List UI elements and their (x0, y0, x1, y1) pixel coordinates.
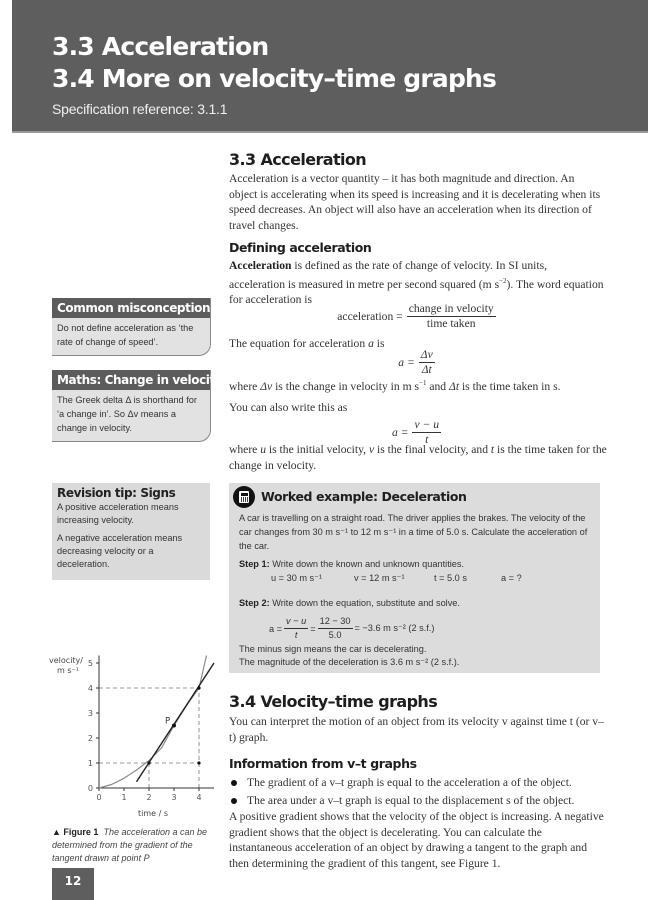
common-misconception-box (52, 298, 211, 356)
common-misconception-body: Do not define acceleration as ‘the rate of change of speed’. (57, 323, 194, 347)
section-3-4-heading: 3.4 Velocity–time graphs (229, 692, 438, 711)
calculator-icon (233, 486, 255, 508)
gradient-paragraph: A positive gradient shows that the velocity of the object is increasing. A negative gradient shows that the object is decelerating. You can calculate the instantaneous acceleration of an object by drawing a tangent to the graph and then determining the gradient of this tangent, see Figure 1. (229, 810, 604, 870)
page-number: 12 (52, 868, 94, 900)
known-u: u = 30 m s⁻¹ (271, 573, 323, 583)
worked-example-conclusion1: The minus sign means the car is decelerating. (239, 644, 427, 654)
y-tick-label: 0 (87, 784, 93, 793)
worked-example-conclusion2: The magnitude of the deceleration is 3.6 m s⁻² (2 s.f.). (239, 657, 460, 667)
marked-point (197, 686, 200, 689)
known-v: v = 12 m s⁻¹ (354, 573, 405, 583)
equation-a-v-u: a = $\frac{v - u}{t}$ (391, 418, 440, 446)
defining-acceleration-text: Acceleration is defined as the rate of change of velocity. In SI units, acceleration is measured in metre per second squared (m $s^{-2}$). The word equation for acceleration is (229, 259, 604, 306)
information-from-vt-graphs-heading: Information from v–t graphs (229, 756, 417, 771)
figure-caption: ▲ Figure 1 The acceleration a can be determined from the gradient of the tangent drawn at point P (52, 827, 208, 863)
y-tick-label: 2 (87, 734, 93, 743)
common-misconception-heading: Common misconception (52, 298, 210, 318)
point-p (172, 724, 176, 728)
worked-example-title: Worked example: Deceleration (261, 489, 467, 504)
chapter-title-line2: 3.4 More on velocity–time graphs (52, 64, 497, 93)
equation-intro: The equation for acceleration a is (229, 337, 385, 350)
section-3-4-intro: You can interpret the motion of an object from its velocity v against time t (or v–t) graph. (229, 715, 604, 744)
known-t: t = 5.0 s (434, 573, 467, 583)
worked-example-calculation: a = $\frac{v - u}{t}$ = $\frac{12 - 30}{5.0}$ = −3.6 m s⁻² (2 s.f.) (269, 616, 435, 640)
worked-example-box (229, 483, 600, 673)
y-tick-label: 4 (87, 684, 93, 693)
x-tick-label: 3 (171, 793, 177, 802)
unknown-a: a = ? (501, 573, 522, 583)
delta-definition: where Δv is the change in velocity in m $s^{-1}$ and Δt is the time taken in s. (229, 379, 561, 393)
word-equation-fraction: $\frac{\text{change in velocity}}{\text{time taken}}$ (408, 302, 494, 330)
y-axis-unit: m s⁻¹ (57, 666, 79, 675)
maths-box-body: The Greek delta Δ is shorthand for ‘a change in’. So Δv means a change in velocity. (57, 395, 197, 433)
x-axis-label: time / s (137, 809, 169, 818)
chapter-header (12, 0, 648, 133)
specification-reference: Specification reference: 3.1.1 (52, 101, 228, 117)
also-write-text: You can also write this as (229, 401, 348, 414)
worked-example-step1: Step 1: Write down the known and unknown quantities. (239, 559, 465, 569)
vt-graph-facts-list (229, 774, 609, 810)
worked-example-step2: Step 2: Write down the equation, substitute and solve. (239, 598, 460, 608)
x-tick-label: 2 (146, 793, 152, 802)
y-tick-label: 1 (87, 759, 93, 768)
variables-definition: where u is the initial velocity, v is the final velocity, and t is the time taken for the change in velocity. (229, 443, 607, 472)
point-p-label: P (165, 716, 171, 727)
list-item: The area under a v–t graph is equal to the displacement s of the object. (229, 792, 609, 810)
acceleration-term: Acceleration (229, 259, 292, 272)
velocity-time-graph (40, 645, 220, 820)
y-tick-label: 5 (87, 659, 93, 668)
x-tick-label: 4 (196, 793, 202, 802)
revision-tip-box (52, 483, 210, 580)
chapter-title-line1: 3.3 Acceleration (52, 32, 269, 61)
maths-box-heading: Maths: Change in velocity (52, 370, 210, 390)
section-3-3-intro: Acceleration is a vector quantity – it has both magnitude and direction. An object is accelerating when its speed is increasing and it is decelerating when its speed decreases. An object will also have an acceleration when its direction of travel changes. (229, 172, 601, 232)
velocity-curve (99, 656, 207, 789)
bullet-icon (231, 798, 237, 804)
defining-acceleration-heading: Defining acceleration (229, 240, 372, 255)
marked-point (147, 761, 150, 764)
marked-point (197, 761, 200, 764)
list-item: The gradient of a v–t graph is equal to the acceleration a of the object. (229, 774, 609, 792)
equation-a-delta: a = $\frac{\Delta v}{\Delta t}$ (398, 348, 433, 376)
revision-tip-positive: A positive acceleration means increasing velocity. (57, 502, 179, 525)
revision-tip-heading: Revision tip: Signs (57, 486, 176, 500)
figure-label: ▲ Figure 1 (52, 827, 99, 837)
bullet-icon (231, 780, 237, 786)
word-equation: acceleration = $\frac{\text{change in velocity}}{\text{time taken}}$ (337, 302, 494, 330)
worked-example-problem: A car is travelling on a straight road. The driver applies the brakes. The velocity of the car changes from 30 m s⁻¹ to 12 m s⁻¹ in a time of 5.0 s. Calculate the acceleration of the car. (239, 513, 588, 551)
maths-change-in-velocity-box (52, 370, 223, 442)
x-tick-label: 1 (121, 793, 127, 802)
y-axis-label: velocity/ (49, 656, 83, 665)
revision-tip-negative: A negative acceleration means decreasing velocity or a deceleration. (57, 533, 183, 569)
y-tick-label: 3 (87, 709, 93, 718)
section-3-3-heading: 3.3 Acceleration (229, 150, 367, 169)
x-tick-label: 0 (96, 793, 102, 802)
